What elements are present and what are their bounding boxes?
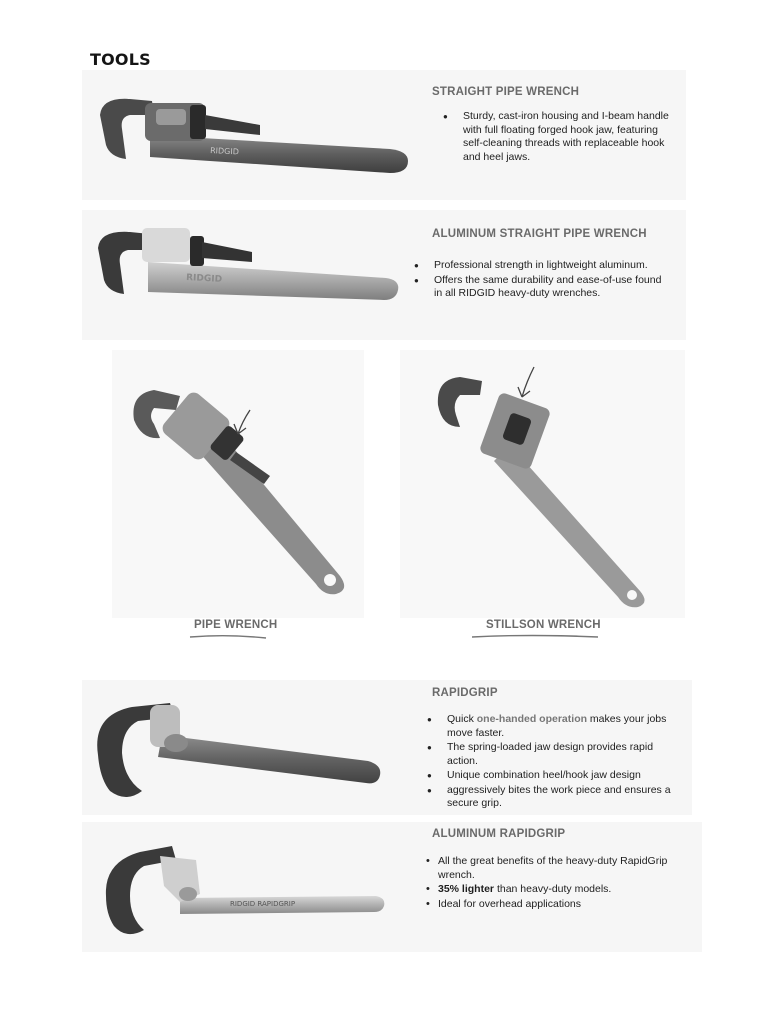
aluminum-rapidgrip-title: ALUMINUM RAPIDGRIP (432, 828, 566, 840)
straight-pipe-wrench-title: STRAIGHT PIPE WRENCH (432, 86, 580, 98)
list-item: ● Offers the same durability and ease-of-use found in all RIDGID heavy-duty wrenches. (414, 274, 672, 301)
highlight-text: one-handed operation (476, 713, 588, 725)
pipe-wrench-image (120, 380, 360, 600)
aluminum-rapidgrip-brand: RIDGID RAPIDGRIP (230, 900, 296, 908)
straight-pipe-wrench-bullets (443, 110, 669, 165)
list-item: ● Unique combination heel/hook jaw design (427, 769, 677, 783)
aluminum-wrench-brand: RIDGID (185, 273, 223, 285)
bold-text: 35% lighter (438, 883, 495, 895)
aluminum-straight-pipe-wrench-image (90, 222, 410, 322)
pipe-wrench-caption: PIPE WRENCH (194, 619, 278, 631)
stillson-wrench-caption: STILLSON WRENCH (486, 619, 601, 631)
stillson-wrench-image (430, 365, 660, 615)
aluminum-rapidgrip-bullets (425, 855, 687, 912)
list-item: ● Sturdy, cast-iron housing and I-beam handle with full floating forged hook jaw, featuring self-cleaning threads with replaceable hook and heel jaws. (443, 110, 669, 164)
rapidgrip-title: RAPIDGRIP (432, 687, 498, 699)
list-item: ● Quick one-handed operation makes your jobs move faster. (427, 713, 677, 740)
straight-pipe-wrench-image (90, 85, 420, 185)
stillson-wrench-underline (470, 632, 600, 642)
list-item: • All the great benefits of the heavy-duty RapidGrip wrench. (425, 855, 687, 882)
pipe-wrench-underline (188, 633, 268, 641)
page-title: TOOLS (90, 50, 151, 69)
aluminum-straight-pipe-wrench-title: ALUMINUM STRAIGHT PIPE WRENCH (432, 228, 647, 240)
rapidgrip-bullets (427, 713, 677, 812)
list-item: • Ideal for overhead applications (425, 898, 687, 912)
list-item: ● The spring-loaded jaw design provides rapid action. (427, 741, 677, 768)
rapidgrip-image (92, 695, 392, 810)
straight-wrench-brand: RIDGID (209, 146, 240, 157)
aluminum-rapidgrip-image (100, 840, 390, 940)
aluminum-straight-pipe-wrench-bullets (414, 259, 672, 302)
list-item: • 35% lighter than heavy-duty models. (425, 883, 687, 897)
list-item: ● Professional strength in lightweight aluminum. (414, 259, 672, 273)
list-item: ● aggressively bites the work piece and ensures a secure grip. (427, 784, 677, 811)
